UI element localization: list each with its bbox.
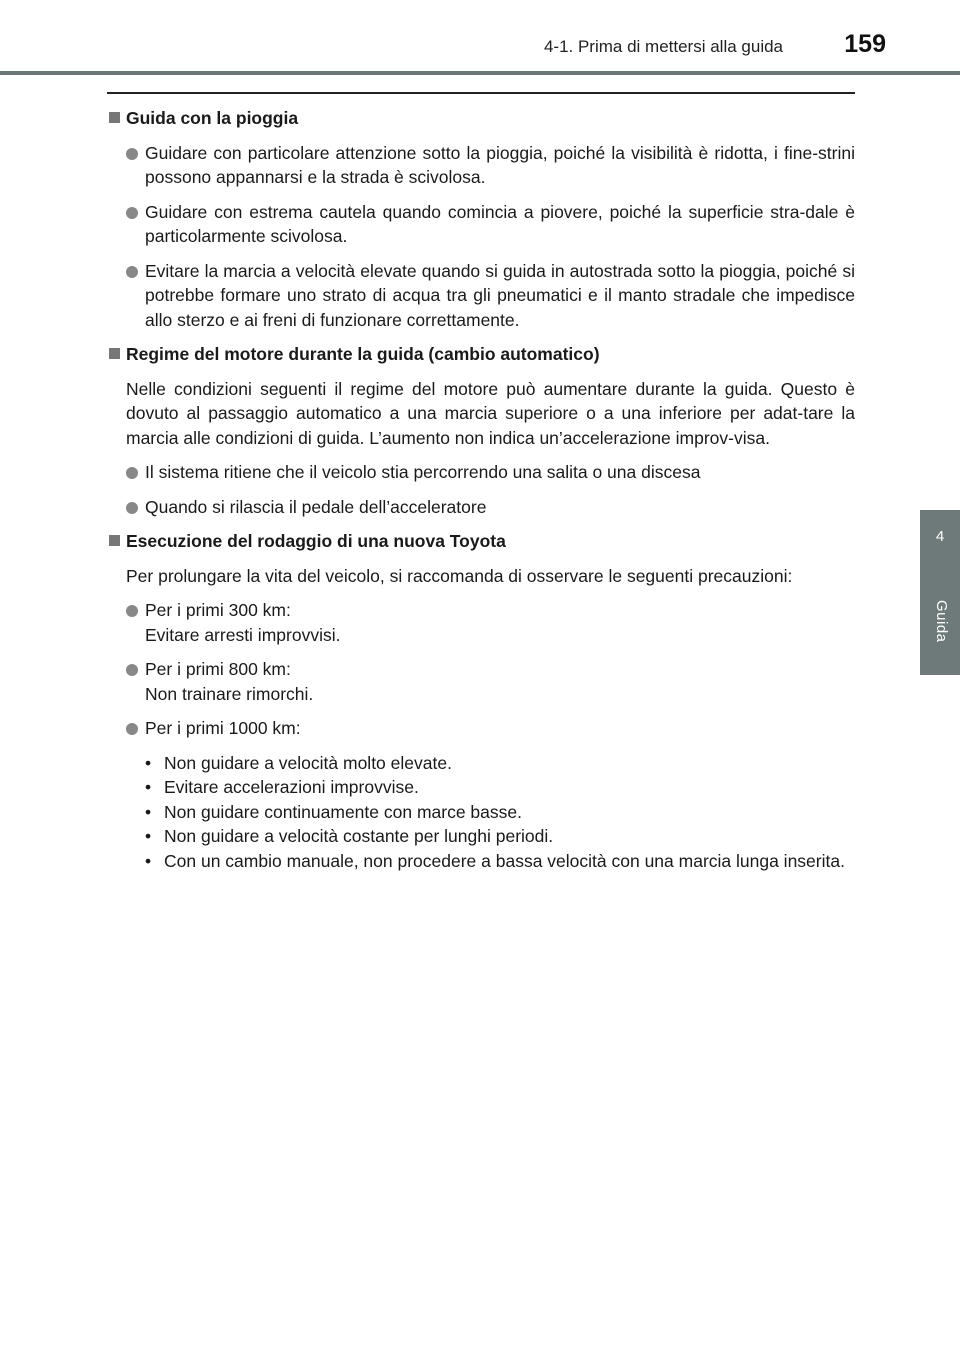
round-bullet-icon: [126, 723, 138, 735]
chapter-tab-number: 4: [935, 528, 945, 545]
sub-list-item: • Non guidare a velocità costante per lunghi periodi.: [145, 824, 855, 849]
round-bullet-icon: [126, 502, 138, 514]
list-item: Guidare con particolare attenzione sotto la pioggia, poiché la visibilità è ridotta, i fine-strini possono appannarsi e la strada è scivolosa.: [107, 141, 855, 190]
section-heading: Regime del motore durante la guida (cambio automatico): [107, 342, 855, 367]
section-paragraph: Per prolungare la vita del veicolo, si raccomanda di osservare le seguenti precauzioni:: [126, 565, 793, 586]
list-item: Quando si rilascia il pedale dell’acceleratore: [107, 495, 855, 520]
dot-bullet-icon: •: [145, 752, 152, 773]
section-title: 4-1. Prima di mettersi alla guida: [543, 37, 783, 56]
dot-bullet-icon: •: [145, 826, 152, 846]
header-divider: [0, 71, 960, 75]
sub-list: [107, 751, 855, 874]
round-bullet-icon: [126, 664, 138, 676]
sub-list-item: • Con un cambio manuale, non procedere a bassa velocità con una marcia lunga inserita.: [145, 849, 855, 874]
list-item: Per i primi 300 km: Evitare arresti improvvisi.: [107, 598, 855, 647]
section-heading: Guida con la pioggia: [107, 106, 855, 131]
round-bullet-icon: [126, 605, 138, 617]
round-bullet-icon: [126, 207, 138, 219]
page-content: [107, 106, 855, 883]
sub-list-item: • Non guidare continuamente con marce basse.: [145, 800, 855, 825]
list-item: Evitare la marcia a velocità elevate quando si guida in autostrada sotto la pioggia, poiché si potrebbe formare uno strato di acqua tra gli pneumatici e il manto stradale che impedisce allo sterzo e ai freni di funzionare correttamente.: [107, 259, 855, 333]
round-bullet-icon: [126, 266, 138, 278]
page-number: 159: [844, 30, 886, 58]
content-divider: [107, 92, 855, 94]
round-bullet-icon: [126, 148, 138, 160]
list-item: Guidare con estrema cautela quando comincia a piovere, poiché la superficie stra-dale è particolarmente scivolosa.: [107, 200, 855, 249]
dot-bullet-icon: •: [145, 850, 152, 871]
list-item: Per i primi 1000 km:: [107, 716, 855, 741]
list-item: Per i primi 800 km: Non trainare rimorchi.: [107, 657, 855, 706]
section-heading: Esecuzione del rodaggio di una nuova Toyota: [107, 529, 855, 554]
chapter-tab-label: Guida: [933, 600, 950, 643]
square-bullet-icon: [109, 535, 120, 546]
dot-bullet-icon: •: [145, 801, 152, 822]
square-bullet-icon: [109, 348, 120, 359]
section-paragraph: Nelle condizioni seguenti il regime del motore può aumentare durante la guida. Questo è dovuto al passaggio automatico a una marcia superiore o a una inferiore per adat-tare la marcia alle condizioni di guida. L’aumento non indica un’accelerazione improv-visa.: [126, 378, 855, 448]
sub-list-item: • Non guidare a velocità molto elevate.: [145, 751, 855, 776]
page-header: [0, 0, 960, 72]
square-bullet-icon: [109, 112, 120, 123]
list-item: Il sistema ritiene che il veicolo stia percorrendo una salita o una discesa: [107, 460, 855, 485]
sub-list-item: • Evitare accelerazioni improvvise.: [145, 775, 855, 800]
dot-bullet-icon: •: [145, 777, 152, 797]
round-bullet-icon: [126, 467, 138, 479]
